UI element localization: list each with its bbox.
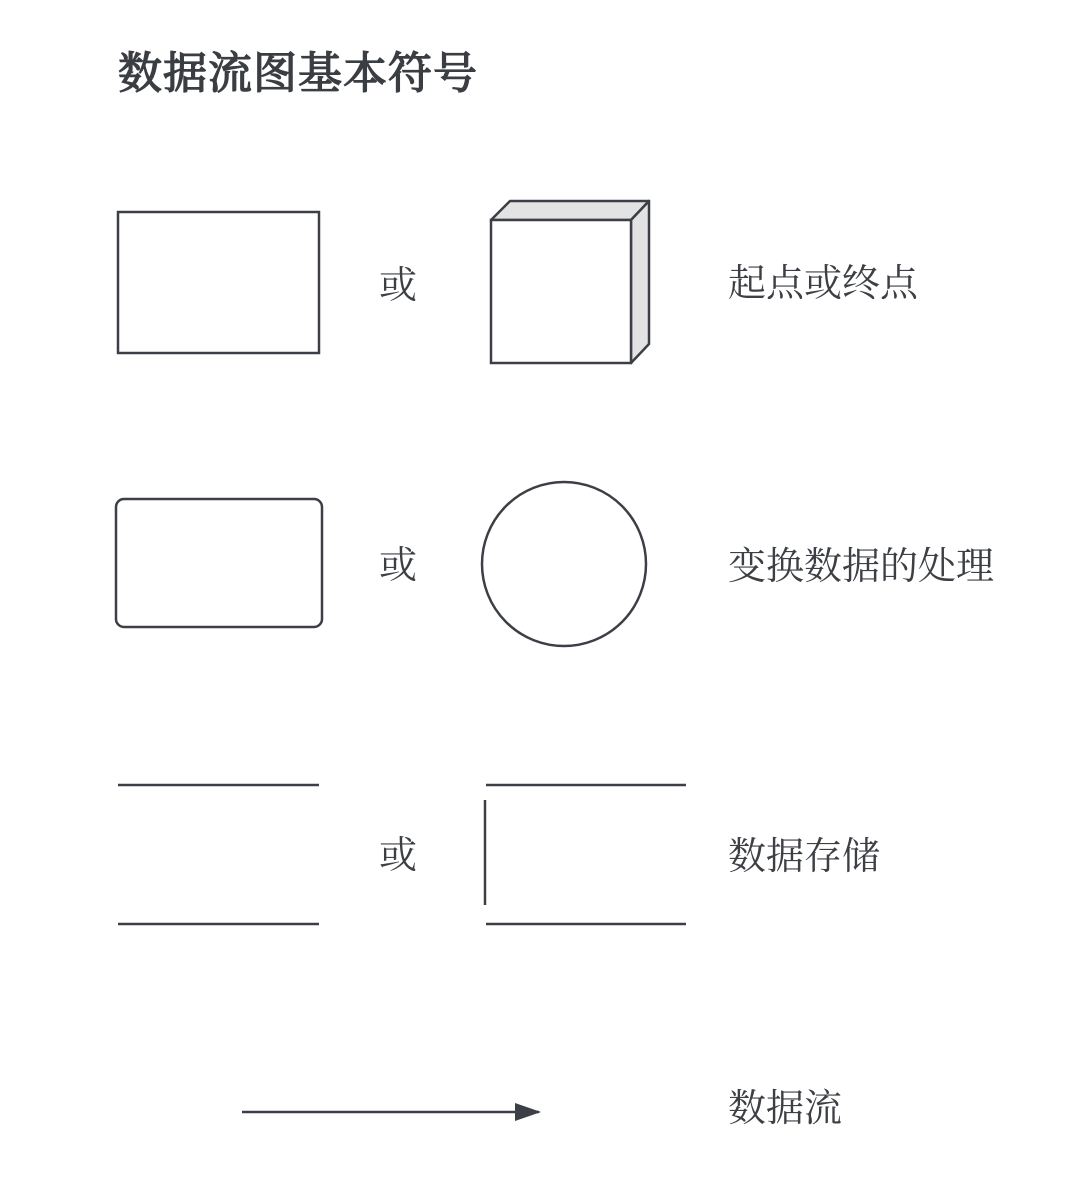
label-data-store: 数据存储 xyxy=(728,834,881,878)
data-store-open-box xyxy=(485,785,686,924)
process-rounded-rectangle xyxy=(116,499,322,627)
external-entity-cube xyxy=(491,201,649,363)
label-process: 变换数据的处理 xyxy=(728,544,995,588)
label-data-flow: 数据流 xyxy=(728,1086,843,1130)
or-label-row-3: 或 xyxy=(379,833,418,877)
data-store-parallel-lines xyxy=(118,785,319,924)
process-circle xyxy=(482,482,646,646)
external-entity-rectangle xyxy=(118,212,319,353)
or-label-row-1: 或 xyxy=(379,263,418,307)
label-start-or-end: 起点或终点 xyxy=(728,261,919,305)
diagram-title: 数据流图基本符号 xyxy=(118,48,478,99)
or-label-row-2: 或 xyxy=(379,543,418,587)
